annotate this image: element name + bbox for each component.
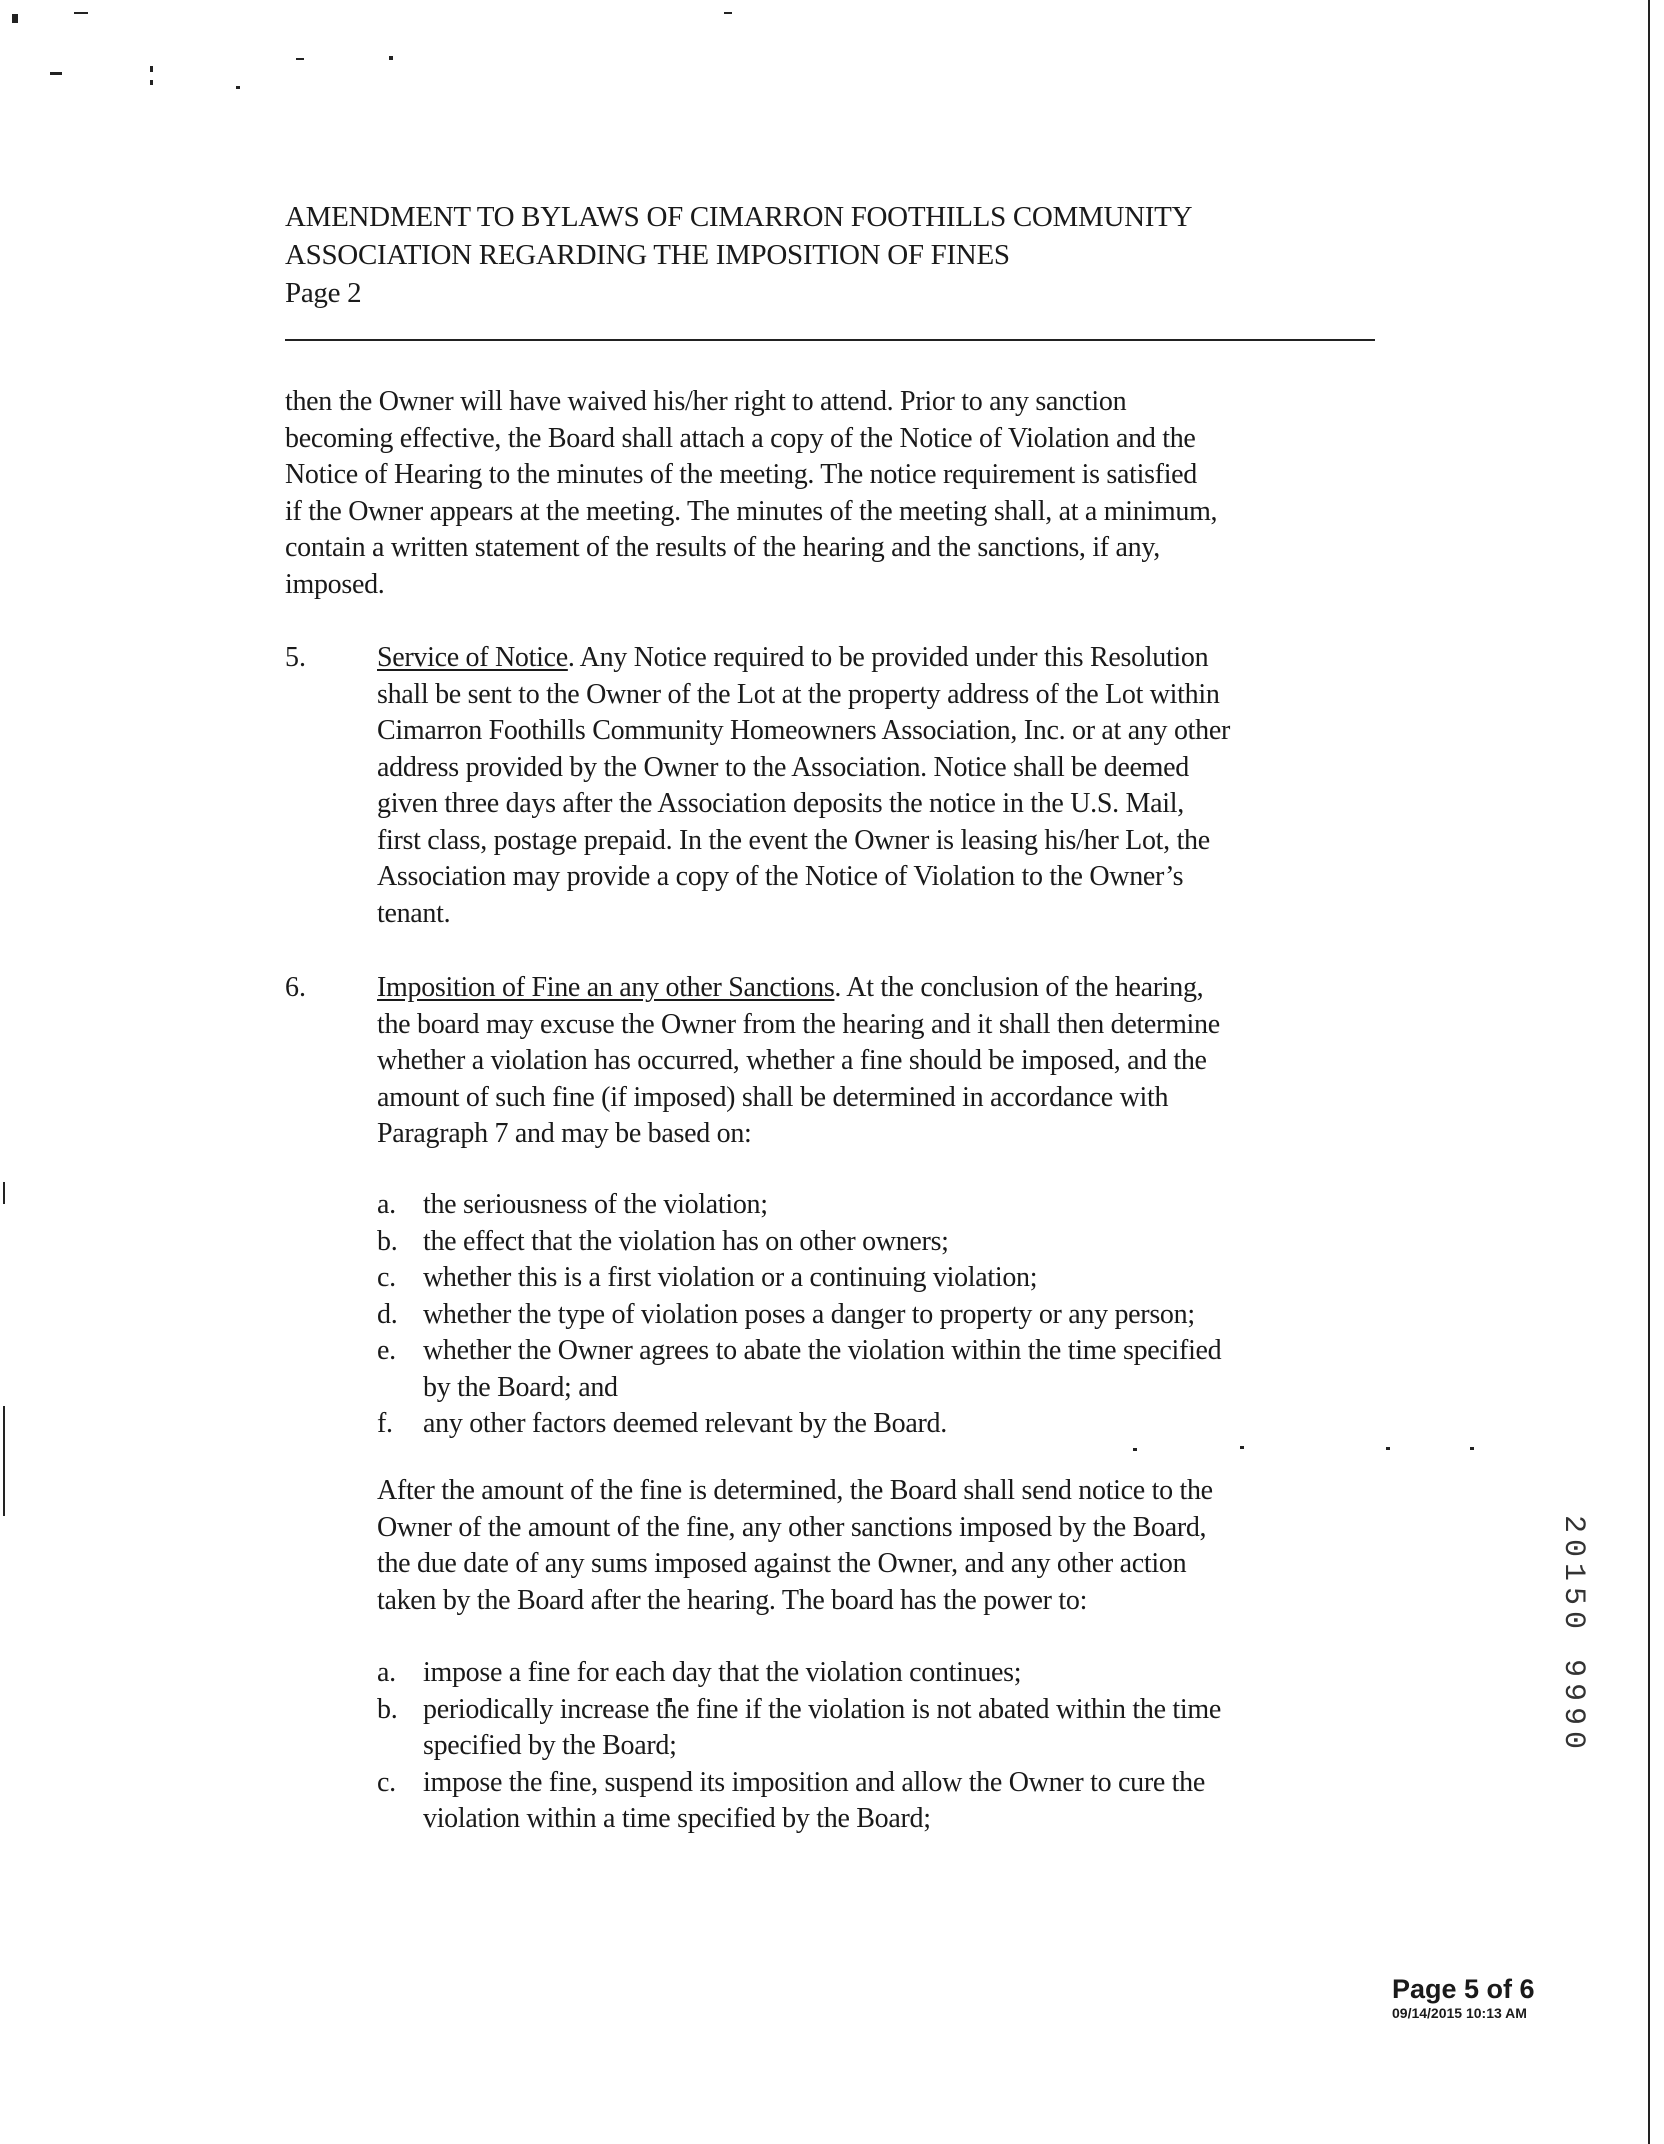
section-5-first-line: [377, 640, 1230, 677]
intro-paragraph: [285, 384, 1217, 603]
section-5-line: shall be sent to the Owner of the Lot at the property address of the Lot within: [377, 678, 1220, 710]
list-item-letter: f.: [377, 1408, 393, 1439]
list-item: [377, 1655, 1221, 1692]
list-item-letter: e.: [377, 1335, 396, 1366]
list-item-letter: c.: [377, 1766, 396, 1798]
header-page-number: Page 2: [285, 277, 362, 309]
page-count-label: Page 5 of 6: [1392, 1974, 1535, 2004]
list-item-text: [423, 1692, 1221, 1765]
scan-speck: [50, 72, 62, 75]
intro-line: imposed.: [285, 568, 385, 600]
list-item-letter: a.: [377, 1657, 396, 1688]
list-item-text: the effect that the violation has on other owners;: [423, 1225, 949, 1257]
header-title-line-1: AMENDMENT TO BYLAWS OF CIMARRON FOOTHILLS COMMUNITY: [285, 201, 1193, 233]
scan-speck: [236, 86, 240, 89]
list-item-text: impose a fine for each day that the violation continues;: [423, 1657, 1022, 1688]
scan-speck: [389, 56, 393, 60]
section-5-line: Cimarron Foothills Community Homeowners Association, Inc. or at any other: [377, 715, 1230, 746]
list-item-text-line: specified by the Board;: [423, 1730, 677, 1761]
intro-line: then the Owner will have waived his/her right to attend. Prior to any sanction: [285, 386, 1127, 417]
section-5-line: address provided by the Owner to the Association. Notice shall be deemed: [377, 751, 1189, 783]
intro-line: if the Owner appears at the meeting. The minutes of the meeting shall, at a minimum,: [285, 495, 1218, 527]
list-item-letter: c.: [377, 1262, 396, 1293]
section-5-line: given three days after the Association deposits the notice in the U.S. Mail,: [377, 788, 1184, 819]
scan-speck: [1133, 1448, 1137, 1451]
list-item-text: the seriousness of the violation;: [423, 1189, 768, 1220]
list-item-text-line: impose the fine, suspend its imposition and allow the Owner to cure the: [423, 1766, 1205, 1798]
list-item-text: whether the type of violation poses a danger to property or any person;: [423, 1298, 1195, 1330]
section-5-body: [377, 640, 1230, 932]
list-item-letter: b.: [377, 1693, 398, 1725]
document-header: [285, 198, 1385, 312]
section-6-body: [377, 970, 1220, 1153]
intro-line: becoming effective, the Board shall attach a copy of the Notice of Violation and the: [285, 422, 1196, 454]
list-item: [377, 1765, 1221, 1838]
list-item: [377, 1333, 1221, 1406]
scan-speck: [150, 80, 153, 85]
section-6-line: amount of such fine (if imposed) shall be determined in accordance with: [377, 1081, 1169, 1113]
section-6-first-line: [377, 970, 1220, 1007]
list-item-text-line: periodically increase the fine if the violation is not abated within the time: [423, 1693, 1221, 1725]
factors-list: [377, 1187, 1221, 1443]
list-item-letter: d.: [377, 1298, 398, 1330]
recording-number-text: 20150 9990: [1556, 1515, 1590, 1756]
list-item-text: whether this is a first violation or a continuing violation;: [423, 1262, 1038, 1293]
scan-speck: [1240, 1446, 1244, 1449]
section-6-line: the board may excuse the Owner from the hearing and it shall then determine: [377, 1008, 1220, 1040]
after-fine-line: the due date of any sums imposed against the Owner, and any other action: [377, 1548, 1187, 1579]
board-powers-list: [377, 1655, 1221, 1838]
print-timestamp: 09/14/2015 10:13 AM: [1392, 2005, 1527, 2021]
list-item-text: [423, 1333, 1221, 1406]
section-5-number: 5.: [285, 642, 306, 673]
header-title-line-2: ASSOCIATION REGARDING THE IMPOSITION OF FINES: [285, 239, 1010, 271]
scan-speck: [3, 1406, 5, 1516]
after-fine-paragraph: [377, 1473, 1213, 1619]
section-6-line: whether a violation has occurred, whether a fine should be imposed, and the: [377, 1045, 1207, 1076]
after-fine-line: Owner of the amount of the fine, any other sanctions imposed by the Board,: [377, 1511, 1207, 1543]
section-5-first-text: . Any Notice required to be provided under this Resolution: [567, 642, 1209, 673]
list-item: [377, 1224, 1221, 1261]
recording-number-stamp: [1538, 1515, 1590, 1845]
list-item-text-line: by the Board; and: [423, 1371, 618, 1403]
list-item: [377, 1692, 1221, 1765]
section-6-line: Paragraph 7 and may be based on:: [377, 1118, 752, 1149]
page-edge-line: [1648, 0, 1650, 2144]
section-5-line: tenant.: [377, 897, 451, 929]
list-item: [377, 1297, 1221, 1334]
scan-speck: [150, 66, 153, 72]
list-item: [377, 1260, 1221, 1297]
intro-line: contain a written statement of the results of the hearing and the sanctions, if any,: [285, 532, 1160, 563]
list-item-letter: b.: [377, 1225, 398, 1257]
list-item-text: [423, 1765, 1205, 1838]
list-item-text-line: whether the Owner agrees to abate the violation within the time specified: [423, 1335, 1222, 1366]
list-item: [377, 1187, 1221, 1224]
section-5-title: Service of Notice: [377, 642, 568, 673]
after-fine-line: After the amount of the fine is determined, the Board shall send notice to the: [377, 1475, 1213, 1506]
scan-speck: [1386, 1447, 1390, 1450]
scan-speck: [3, 1182, 5, 1204]
header-rule: [285, 339, 1375, 341]
scan-speck: [1470, 1447, 1474, 1450]
after-fine-line: taken by the Board after the hearing. The board has the power to:: [377, 1584, 1088, 1616]
scan-speck: [74, 12, 88, 14]
section-6-title: Imposition of Fine an any other Sanctions: [377, 972, 835, 1003]
list-item-text-line: violation within a time specified by the Board;: [423, 1803, 931, 1834]
list-item-text: any other factors deemed relevant by the Board.: [423, 1408, 947, 1439]
section-5-line: Association may provide a copy of the Notice of Violation to the Owner’s: [377, 861, 1184, 892]
scan-speck: [724, 12, 732, 14]
intro-line: Notice of Hearing to the minutes of the meeting. The notice requirement is satisfied: [285, 459, 1198, 490]
section-6-number: 6.: [285, 972, 306, 1003]
section-6-first-text: . At the conclusion of the hearing,: [834, 972, 1204, 1003]
list-item: [377, 1406, 1221, 1443]
list-item-letter: a.: [377, 1189, 396, 1220]
scan-speck: [296, 58, 304, 60]
scan-speck: [12, 14, 18, 23]
section-5-line: first class, postage prepaid. In the event the Owner is leasing his/her Lot, the: [377, 824, 1210, 856]
